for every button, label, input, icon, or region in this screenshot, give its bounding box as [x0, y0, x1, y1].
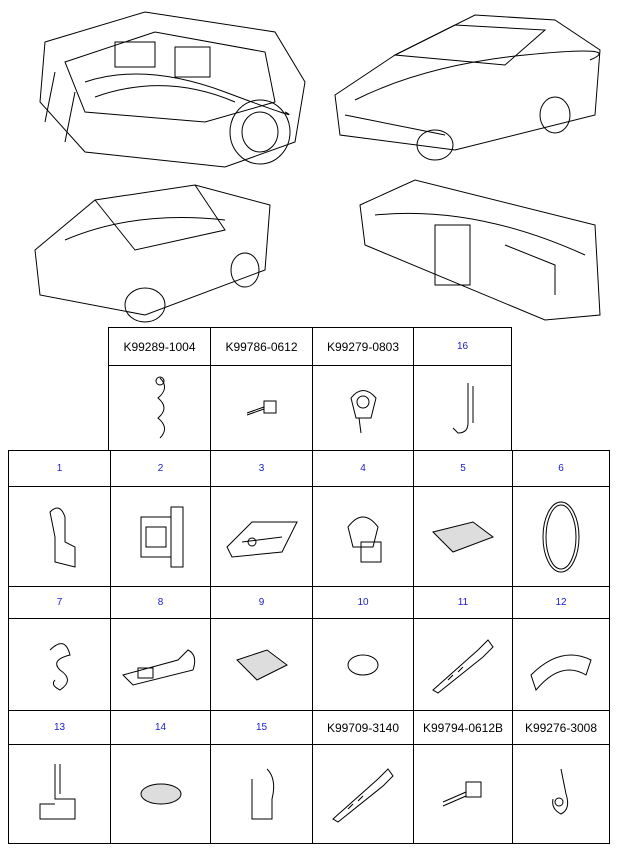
row2-header-1: [8, 586, 111, 619]
part-label: K99709-3140: [326, 720, 400, 735]
part-label: K99289-1004: [123, 339, 196, 354]
part-number: 3: [258, 463, 265, 474]
top-header-1: [108, 327, 211, 366]
row1-header-1: [8, 450, 111, 487]
row2-header-2: [110, 586, 211, 619]
part-number: 10: [357, 597, 369, 608]
row3-header-1: [8, 710, 111, 745]
row1-pic-2: [110, 486, 211, 587]
part-label: K99794-0612B: [422, 720, 504, 735]
part-number: 7: [56, 597, 63, 608]
row2-pic-3: [210, 618, 313, 711]
row3-header-3: [210, 710, 313, 745]
row1-pic-1: [8, 486, 111, 587]
row2-pic-4: [312, 618, 414, 711]
top-pic-4: [413, 365, 512, 451]
top-pic-1: [108, 365, 211, 451]
engine-bay-illustration: [25, 2, 310, 172]
top-pic-3: [312, 365, 414, 451]
row1-header-4: [312, 450, 414, 487]
row1-pic-3: [210, 486, 313, 587]
row1-pic-5: [413, 486, 513, 587]
row2-header-5: [413, 586, 513, 619]
row2-header-6: [512, 586, 610, 619]
part-number: 2: [157, 463, 164, 474]
sedan-rear-illustration: [325, 5, 610, 165]
part-number: 4: [360, 463, 366, 474]
row3-header-2: [110, 710, 211, 745]
row1-header-6: [512, 450, 610, 487]
row3-pic-2: [110, 744, 211, 844]
top-header-4: [413, 327, 512, 366]
sedan-roof-illustration: [25, 180, 275, 325]
part-number: 6: [558, 463, 564, 474]
part-number: 9: [258, 597, 265, 608]
part-label: K99786-0612: [225, 339, 298, 354]
row1-header-3: [210, 450, 313, 487]
row2-pic-1: [8, 618, 111, 711]
part-number: 12: [555, 597, 567, 608]
part-number: 15: [255, 722, 268, 733]
row3-pic-5: [413, 744, 513, 844]
row1-pic-4: [312, 486, 414, 587]
dashboard-illustration: [355, 175, 605, 325]
row3-header-4: [312, 710, 414, 745]
part-number: 13: [53, 722, 66, 733]
top-pic-2: [210, 365, 313, 451]
part-number: 5: [460, 463, 466, 474]
row3-pic-3: [210, 744, 313, 844]
row1-header-2: [110, 450, 211, 487]
row1-pic-6: [512, 486, 610, 587]
row2-header-4: [312, 586, 414, 619]
part-label: K99276-3008: [524, 720, 598, 735]
row2-pic-6: [512, 618, 610, 711]
row3-header-6: [512, 710, 610, 745]
part-number: 1: [56, 463, 63, 474]
part-label: K99279-0803: [326, 339, 400, 354]
row3-header-5: [413, 710, 513, 745]
part-number: 16: [456, 341, 469, 352]
top-header-3: [312, 327, 414, 366]
row2-pic-5: [413, 618, 513, 711]
row2-header-3: [210, 586, 313, 619]
part-number: 11: [457, 597, 469, 608]
row1-header-5: [413, 450, 513, 487]
row3-pic-4: [312, 744, 414, 844]
part-number: 8: [157, 597, 164, 608]
row3-pic-6: [512, 744, 610, 844]
row3-pic-1: [8, 744, 111, 844]
row2-pic-2: [110, 618, 211, 711]
part-number: 14: [154, 722, 167, 733]
top-header-2: [210, 327, 313, 366]
